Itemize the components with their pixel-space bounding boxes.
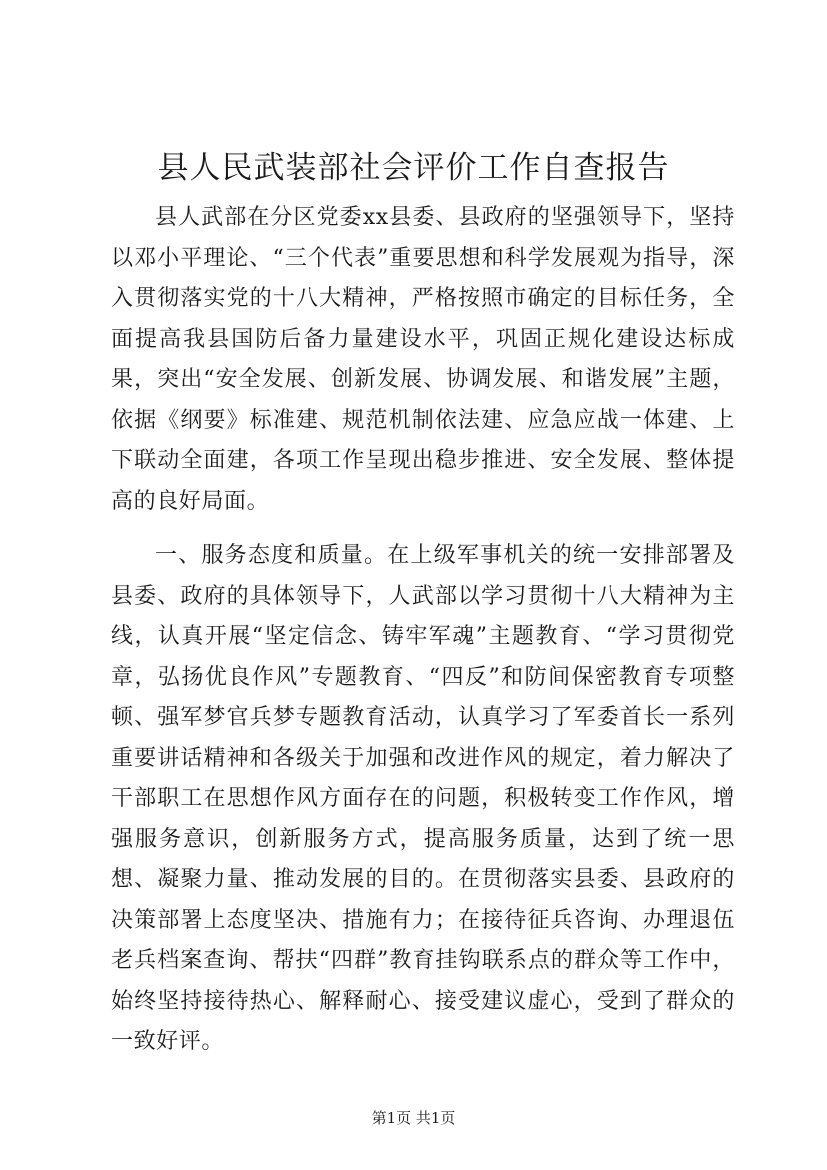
paragraph-intro: 县人武部在分区党委xx县委、县政府的坚强领导下，坚持以邓小平理论、“三个代表”重要思想和科学发展观为指导，深入贯彻落实党的十八大精神，严格按照市确定的目标任务，全面提高我县国防后备力量建设水平，巩固正规化建设达标成果，突出“安全发展、创新发展、协调发展、和谐发展”主题，依据《纲要》标准建、规范机制依法建、应急应战一体建、上下联动全面建，各项工作呈现出稳步推进、安全发展、整体提高的良好局面。 [111, 205, 735, 514]
document-body [111, 198, 735, 1063]
paragraph-service-quality: 一、服务态度和质量。在上级军事机关的统一安排部署及县委、政府的具体领导下，人武部以学习贯彻十八大精神为主线，认真开展“坚定信念、铸牢军魂”主题教育、“学习贯彻党章，弘扬优良作风”专题教育、“四反”和防间保密教育专项整顿、强军梦官兵梦专题教育活动，认真学习了军委首长一系列重要讲话精神和各级关于加强和改进作风的规定，着力解决了干部职工在思想作风方面存在的问题，积极转变工作作风，增强服务意识，创新服务方式，提高服务质量，达到了统一思想、凝聚力量、推动发展的目的。在贯彻落实县委、县政府的决策部署上态度坚决、措施有力；在接待征兵咨询、办理退伍老兵档案查询、帮扶“四群”教育挂钩联系点的群众等工作中，始终坚持接待热心、解释耐心、接受建议虚心，受到了群众的一致好评。 [111, 543, 735, 1054]
document-title: 县人民武装部社会评价工作自查报告 [157, 150, 670, 186]
page-number-footer: 第1页 共1页 [371, 1109, 456, 1127]
